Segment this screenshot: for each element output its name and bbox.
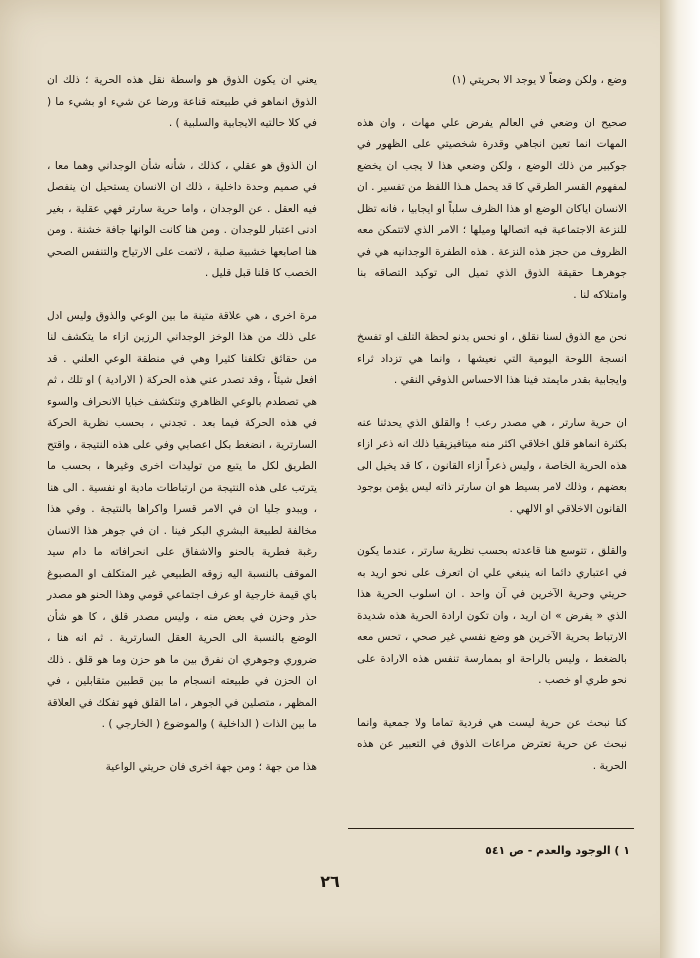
- page-number: ٢٦: [320, 872, 340, 891]
- right-paragraph-6: كنا نبحث عن حرية ليست هي فردية تماما ولا جمعية وانما نبحث عن حرية تعترض مراعات الذوق في التعبير عن هذه الحرية .: [357, 716, 627, 772]
- page-edge: [660, 0, 700, 958]
- left-paragraph-1: يعني ان يكون الذوق هو واسطة نقل هذه الحرية ؛ ذلك ان الذوق انماهو في طبيعته قناعة ورضا عن شيء او بشيء ما ( في كلا حالتيه الايجابية والسلبية ) .: [47, 74, 317, 129]
- footnote-divider: [348, 828, 634, 829]
- left-column: [47, 70, 317, 778]
- right-paragraph-2: صحيح ان وضعي في العالم يفرض علي مهات ، وان هذه المهات انما تعين انجاهي وقدرة شخصيتي على الظهور في جوكبير من ذلك الوضع ، ولكن وضعي هذا لا يجب ان يخضع لمفهوم القسر الطرقي كا قد يحمل هـذا اللفظ من تفسير . ان الانسان اياكان الوضع او هذا الظرف سلباً او ايجابيا ، فانه تظل للنزعة الاجتماعية فيه اتصالها وميلها ؛ الامر الذي لاتتمكن معه الظروف من حجز هذه النزعة . هذه الطفرة الوجدانيه هي في جوهرهـا حقيقة الذوق الذي تميل الى توكيد التصاقه بنا وامتلاكه لنا .: [357, 116, 627, 301]
- left-paragraph-3: مرة اخرى ، هي علاقة متينة ما بين الوعي والذوق وليس ادل على ذلك من هذا الوخز الوجداني الرزين ازاء ما يتكشف لنا من حقائق تكلفنا كثيرا وهي في منطقة الوعي العلني . قد افعل شيئاً ، وقد تصدر عني هذه الحركة ( الارادية ) او تلك ، ثم هي تصطدم بالوعي الظاهري وتتكشف خبايا الانحراف والسوء في هذه الحركة فيما بعد . تجدني ، بحسب نظرية الحركة السارترية ، انضغط بكل اعصابي وفي على هذه النتيجة ، واقتح الطريق لكل ما يتبع من توليدات اخرى وغيرها ، بحسب ما يترتب على هذه النتيجة من ارتباطات مادية او نفسية . الى هنا ، ويبدو جليا ان في الامر قسرا واكراها بالنتيجة . وفي هذا مخالفة لطبيعة البشري البكر فينا . ان في جوهر هذا الانسان رغبة فطرية بالحنو والاشفاق على انحرافاته ما دام سيد الموقف بالنسبة اليه زوقه الطبيعي غير المتكلف او المصبوغ باي قيمة خارجية او عرف اجتماعي قومي وهذا الحنو هو مصدر حذر وحزن في بعض منه ، وليس مصدر قلق ، كا هو شأن الوضع بالنسبة الى الحرية العقل السارترية . ثم انه هنا ، ضروري وجوهري ان نفرق بين ما هو حزن وما هو قلق . ذلك ان الحزن في طبيعته انسجام ما بين قطبين متقابلين ، في المظهر ، متصلين في الجوهر ، اما القلق فهو تفكك في العلاقة ما بين الذات ( الداخلية ) والموضوع ( الخارجي ) .: [47, 309, 317, 730]
- footnote: ١ ) الوجود والعدم - ص ٥٤١: [485, 844, 630, 857]
- left-paragraph-4: هذا من جهة ؛ ومن جهة اخرى فان حريتي الواعية: [105, 760, 317, 773]
- right-paragraph-3: نحن مع الذوق لسنا نقلق ، او نحس بدنو لحظة التلف او تفسخ انسجة اللوحة اليومية التي نعيشها ، وانما هي تزداد ثراء وايجابية بقدر مايمتد فينا هذا الاحساس الذوقي النقي .: [357, 331, 627, 386]
- right-paragraph-5: والقلق ، تتوسع هنا قاعدته بحسب نظرية سارتر ، عندما يكون في اعتباري دائما انه ينبغي علي ان اتعرف على نحو اريد به حريتي وحرية الآخرين في آن واحد . ان اسلوب الحرية هذا الذي « يفرض » ان اريد ، وان تكون ارادة الحرية هذه شديدة الارتباط بحرية الآخرين هو وضع نفسي غير صحي ، تحس معه بالضغط ، وليس بالراحة او بممارسة تنفس هذه الارادة على نحو طري او خصب .: [357, 545, 627, 686]
- right-paragraph-1: وضع ، ولكن وضعاً لا يوجد الا بحريتي (١): [452, 74, 627, 86]
- left-paragraph-2: ان الذوق هو عقلي ، كذلك ، شأنه شأن الوجداني وهما معا ، في صميم وحدة داخلية ، ذلك ان الانسان يستحيل ان ينفصل فيه العقل . عن الوجدان ، واما حرية سارتر فهي عقلية ، بغير ادنى اعتبار للوجدان . ومن هنا كانت الوانها جافة خشنة . ومن هنا اصابعها خشبية صلبة ، لاتمت على الارتياح والتنفس الصحي الخصب كا قلنا قبل قليل .: [47, 159, 317, 279]
- right-column: [357, 70, 627, 777]
- right-paragraph-4: ان حرية سارتر ، هي مصدر رعب ! والقلق الذي يحدثنا عنه بكثرة انماهو قلق اخلاقي اكثر منه ميتافيزيقيا ذلك انه ذعر ازاء هذه الحرية الخاصة ، وليس ذعراً ازاء القانون ، كا قد يخيل الى بعضهم ، وذلك لامر بسيط هو ان سارتر ذاته ليس يؤمن بوجود القانون الاخلاقي او الالهي .: [357, 416, 627, 515]
